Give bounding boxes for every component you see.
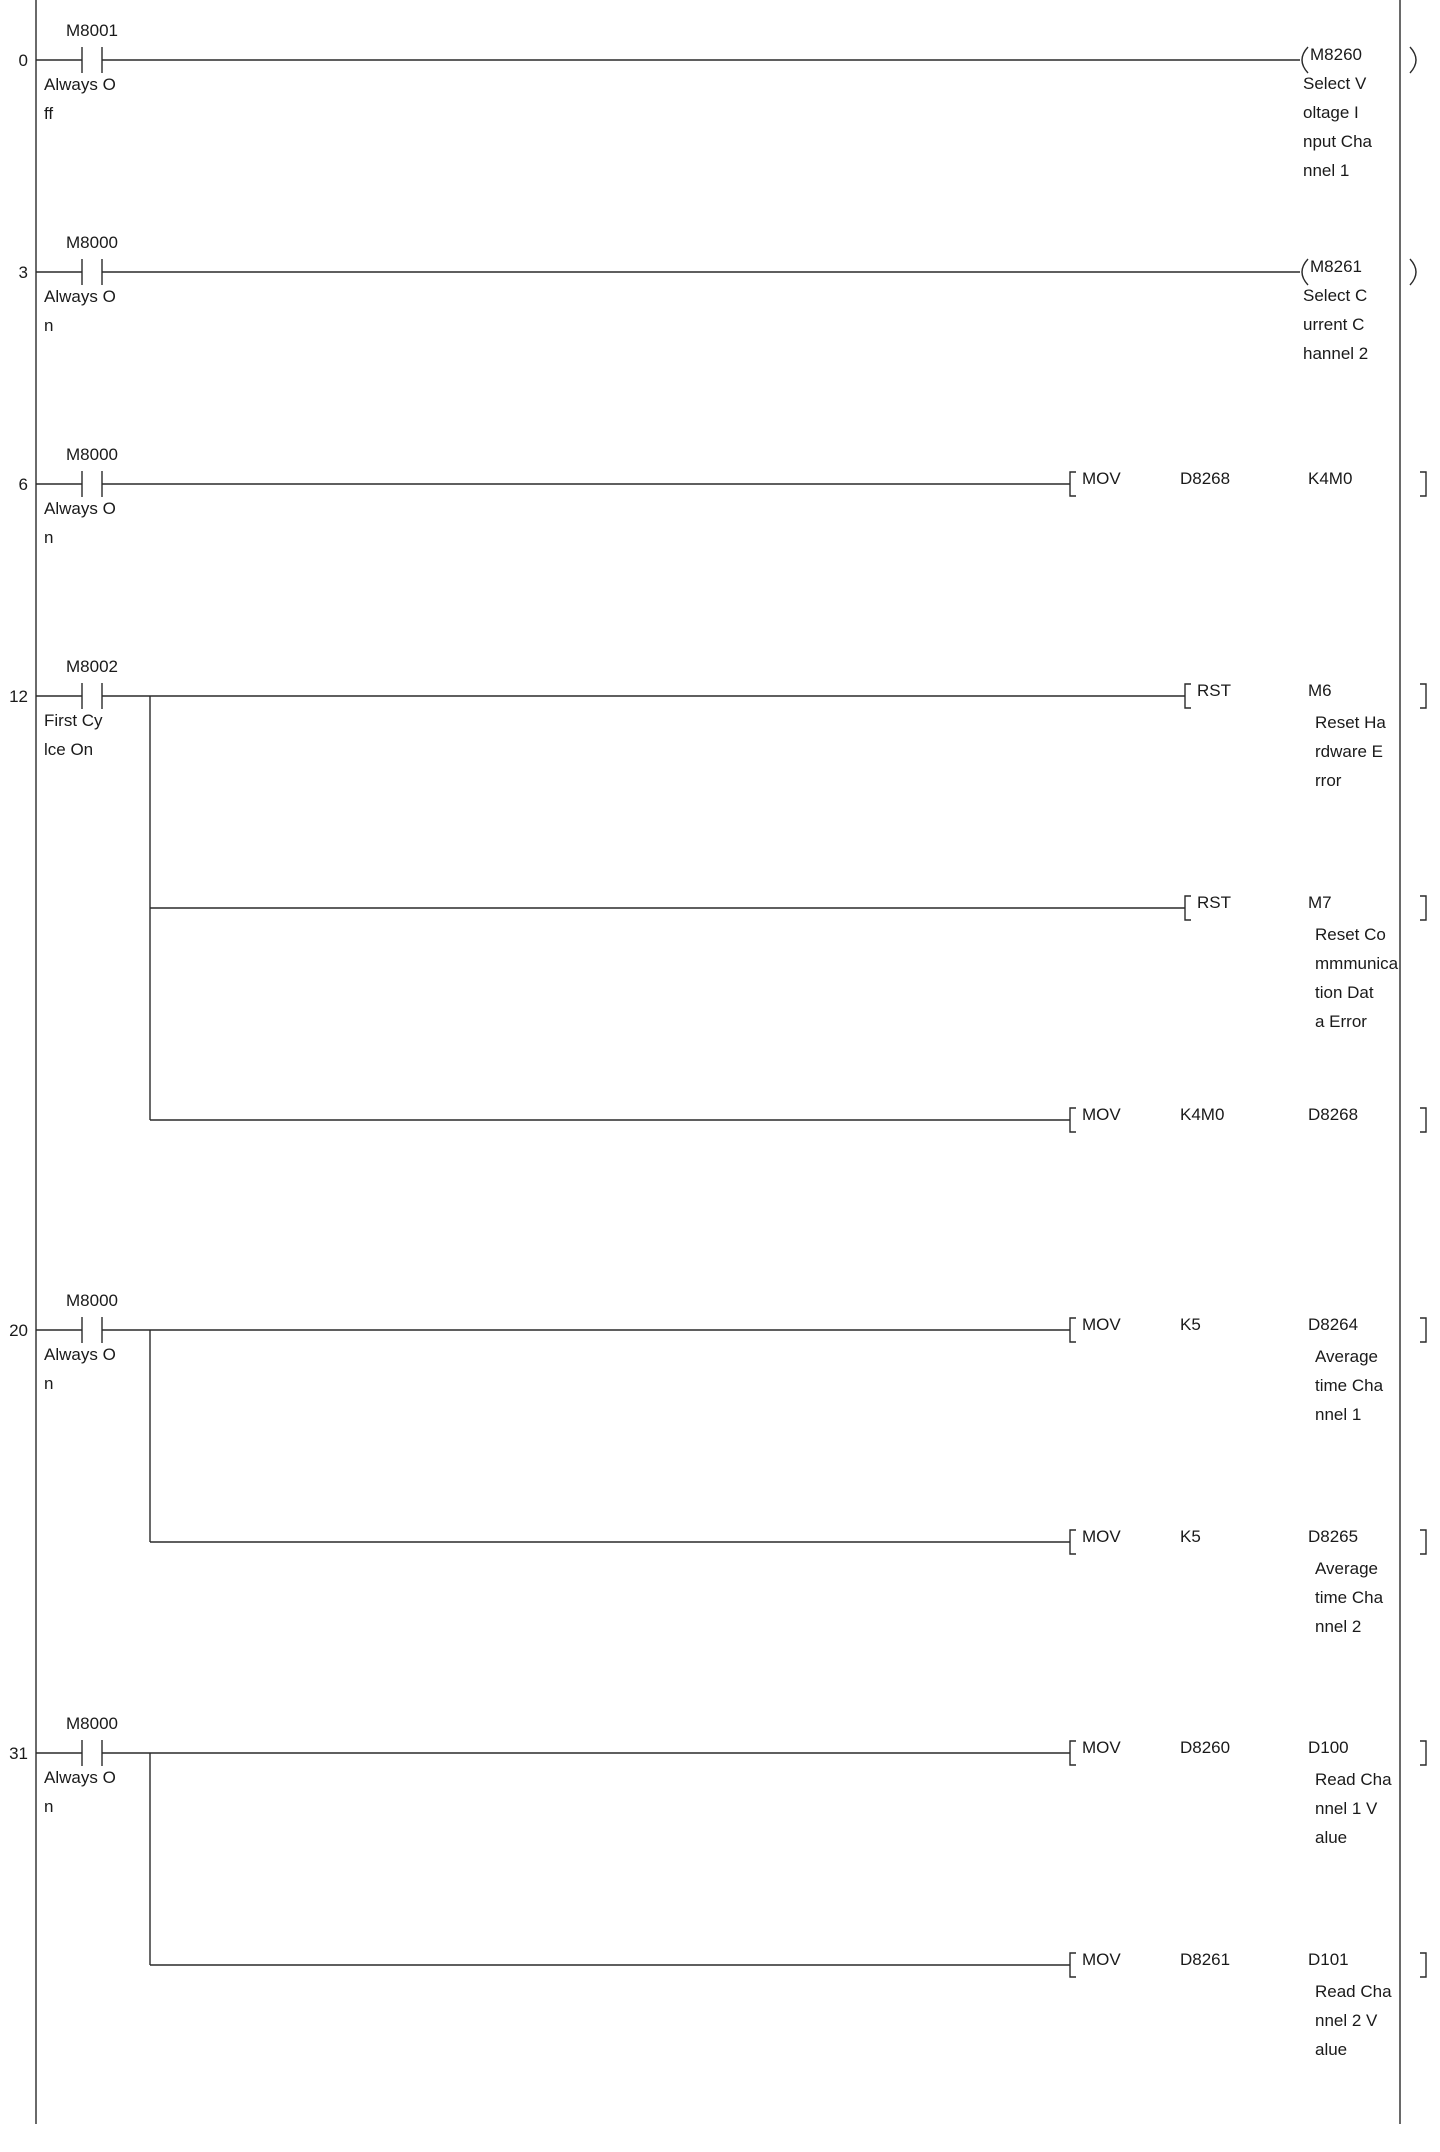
instruction-op: RST (1197, 681, 1231, 700)
rung (19, 445, 1426, 547)
instruction-op: MOV (1082, 1527, 1121, 1546)
instruction-destination: D8268 (1308, 1105, 1359, 1124)
step-number: 20 (9, 1321, 28, 1340)
instruction-close-bracket (1420, 896, 1426, 920)
step-number: 31 (9, 1744, 28, 1763)
instruction-destination: D8264 (1308, 1315, 1359, 1334)
instruction-comment: tion Dat (1315, 983, 1374, 1002)
coil-comment: Select V (1303, 74, 1367, 93)
instruction-comment: nnel 2 V (1315, 2011, 1378, 2030)
instruction-destination: D100 (1308, 1738, 1349, 1757)
instruction-comment: time Cha (1315, 1588, 1384, 1607)
coil-device: M8261 (1310, 257, 1362, 276)
instruction-comment: Read Cha (1315, 1770, 1392, 1789)
coil-comment: urrent C (1303, 315, 1365, 334)
contact-comment: Always O (44, 75, 116, 94)
coil-right-arc (1410, 47, 1416, 73)
contact-comment: lce On (44, 740, 94, 759)
instruction-close-bracket (1420, 1953, 1426, 1977)
instruction-open-bracket (1070, 1108, 1076, 1132)
instruction-source: D8268 (1180, 469, 1231, 488)
instruction-open-bracket (1185, 896, 1191, 920)
instruction-op: MOV (1082, 1950, 1121, 1969)
instruction-op: MOV (1082, 1315, 1121, 1334)
instruction-comment: time Cha (1315, 1376, 1384, 1395)
contact-comment: n (44, 528, 54, 547)
instruction-comment: nnel 1 V (1315, 1799, 1378, 1818)
instruction-close-bracket (1420, 1530, 1426, 1554)
coil-comment: oltage I (1303, 103, 1359, 122)
instruction-comment: Read Cha (1315, 1982, 1392, 2001)
instruction-op: MOV (1082, 1738, 1121, 1757)
contact-device: M8000 (66, 445, 118, 464)
instruction-source: K5 (1180, 1315, 1201, 1334)
instruction-open-bracket (1185, 684, 1191, 708)
coil-left-arc (1302, 47, 1308, 73)
instruction-open-bracket (1070, 1953, 1076, 1977)
instruction-comment: a Error (1315, 1012, 1367, 1031)
contact-device: M8001 (66, 21, 118, 40)
coil-comment: nnel 1 (1303, 161, 1350, 180)
instruction-source: K5 (1180, 1527, 1201, 1546)
step-number: 12 (9, 687, 28, 706)
contact-comment: First Cy (44, 711, 103, 730)
contact-device: M8000 (66, 233, 118, 252)
instruction-destination: K4M0 (1308, 469, 1353, 488)
rung (9, 1714, 1426, 2059)
contact-comment: Always O (44, 1345, 116, 1364)
instruction-close-bracket (1420, 472, 1426, 496)
instruction-destination: M6 (1308, 681, 1332, 700)
step-number: 0 (18, 51, 28, 70)
instruction-comment: Reset Ha (1315, 713, 1386, 732)
coil-left-arc (1302, 259, 1308, 285)
instruction-op: MOV (1082, 469, 1121, 488)
coil-device: M8260 (1310, 45, 1362, 64)
instruction-open-bracket (1070, 1741, 1076, 1765)
rung (19, 233, 1416, 363)
rung (9, 657, 1426, 1132)
instruction-comment: rror (1315, 771, 1342, 790)
instruction-open-bracket (1070, 472, 1076, 496)
instruction-comment: Average (1315, 1559, 1379, 1578)
instruction-comment: Average (1315, 1347, 1379, 1366)
coil-right-arc (1410, 259, 1416, 285)
instruction-close-bracket (1420, 1108, 1426, 1132)
instruction-comment: alue (1315, 1828, 1348, 1847)
instruction-comment: Reset Co (1315, 925, 1386, 944)
contact-comment: Always O (44, 499, 116, 518)
instruction-comment: rdware E (1315, 742, 1384, 761)
instruction-destination: D101 (1308, 1950, 1349, 1969)
rungs (9, 21, 1426, 2059)
instruction-destination: M7 (1308, 893, 1332, 912)
instruction-op: RST (1197, 893, 1231, 912)
instruction-destination: D8265 (1308, 1527, 1359, 1546)
instruction-source: D8260 (1180, 1738, 1231, 1757)
rung (19, 21, 1416, 180)
instruction-op: MOV (1082, 1105, 1121, 1124)
contact-device: M8000 (66, 1291, 118, 1310)
rung (9, 1291, 1426, 1636)
contact-comment: n (44, 1797, 54, 1816)
coil-comment: hannel 2 (1303, 344, 1369, 363)
instruction-comment: nnel 1 (1315, 1405, 1362, 1424)
contact-device: M8000 (66, 1714, 118, 1733)
step-number: 6 (18, 475, 28, 494)
instruction-source: D8261 (1180, 1950, 1231, 1969)
contact-comment: Always O (44, 287, 116, 306)
instruction-open-bracket (1070, 1530, 1076, 1554)
coil-comment: Select C (1303, 286, 1368, 305)
instruction-close-bracket (1420, 1741, 1426, 1765)
step-number: 3 (18, 263, 28, 282)
contact-comment: Always O (44, 1768, 116, 1787)
contact-comment: ff (44, 104, 54, 123)
coil-comment: nput Cha (1303, 132, 1372, 151)
instruction-open-bracket (1070, 1318, 1076, 1342)
instruction-close-bracket (1420, 1318, 1426, 1342)
instruction-source: K4M0 (1180, 1105, 1225, 1124)
instruction-comment: alue (1315, 2040, 1348, 2059)
instruction-close-bracket (1420, 684, 1426, 708)
instruction-comment: mmmunica (1315, 954, 1399, 973)
contact-comment: n (44, 1374, 54, 1393)
contact-comment: n (44, 316, 54, 335)
contact-device: M8002 (66, 657, 118, 676)
instruction-comment: nnel 2 (1315, 1617, 1362, 1636)
